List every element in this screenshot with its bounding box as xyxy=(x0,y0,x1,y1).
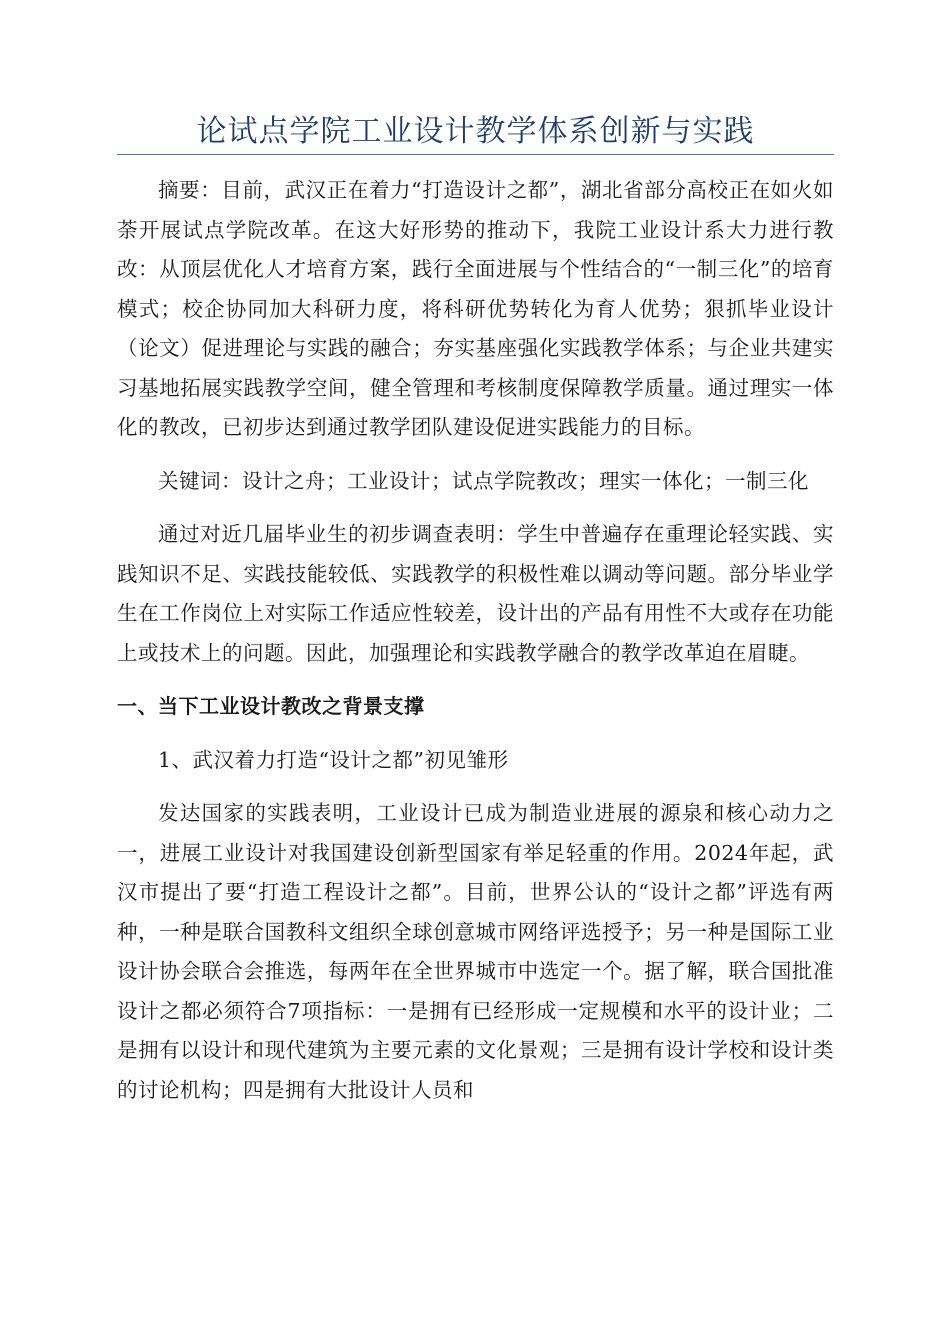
document-title: 论试点学院工业设计教学体系创新与实践 xyxy=(196,114,755,149)
section-paragraph: 发达国家的实践表明，工业设计已成为制造业进展的源泉和核心动力之一，进展工业设计对我国建设创新型国家有举足轻重的作用。2024年起，武汉市提出了要“打造工程设计之都”。目前，世界公认的“设计之都”评选有两种，一种是联合国教科文组织全球创意城市网络评选授予；另一种是国际工业设计协会联合会推选，每两年在全世界城市中选定一个。据了解，联合国批准设计之都必须符合7项指标：一是拥有已经形成一定规模和水平的设计业；二是拥有以设计和现代建筑为主要元素的文化景观；三是拥有设计学校和设计类的讨论机构；四是拥有大批设计人员和 xyxy=(117,801,834,1102)
subsection-heading: 1、武汉着力打造“设计之都”初见雏形 xyxy=(158,747,509,772)
abstract-paragraph: 摘要：目前，武汉正在着力“打造设计之都”，湖北省部分高校正在如火如荼开展试点学院改革。在这大好形势的推动下，我院工业设计系大力进行教改：从顶层优化人才培育方案，践行全面进展与个性结合的“一制三化”的培育模式；校企协同加大科研力度，将科研优势转化为育人优势；狠抓毕业设计（论文）促进理论与实践的融合；夯实基座强化实践教学体系；与企业共建实习基地拓展实践教学空间，健全管理和考核制度保障教学质量。通过理实一体化的教改，已初步达到通过教学团队建设促进实践能力的目标。 xyxy=(117,178,834,439)
section-heading: 一、当下工业设计教改之背景支撑 xyxy=(117,694,425,718)
document-body xyxy=(117,171,834,1110)
title-underline xyxy=(117,154,834,155)
keywords-paragraph: 关键词：设计之舟；工业设计；试点学院教改；理实一体化；一制三化 xyxy=(158,468,809,493)
intro-paragraph: 通过对近几届毕业生的初步调查表明：学生中普遍存在重理论轻实践、实践知识不足、实践技能较低、实践教学的积极性难以调动等问题。部分毕业学生在工作岗位上对实际工作适应性较差，设计出的产品有用性不大或存在功能上或技术上的问题。因此，加强理论和实践教学融合的教学改革迫在眉睫。 xyxy=(117,522,834,665)
